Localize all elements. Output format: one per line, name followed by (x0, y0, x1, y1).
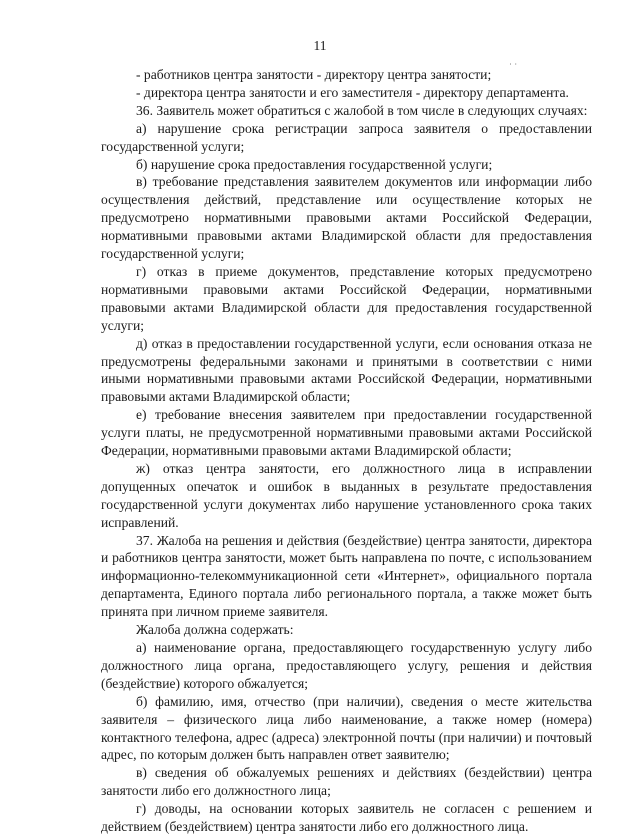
paragraph-36-zh: ж) отказ центра занятости, его должностного лица в исправлении допущенных опечаток и ошибок в выданных в результате предоставления государственной услуги документах либо нарушение установленного срока таких исправлений. (101, 460, 592, 530)
document-body (101, 66, 592, 836)
paragraph-36-intro: 36. Заявитель может обратиться с жалобой в том числе в следующих случаях: (136, 102, 588, 118)
scan-speck: ˙ ˙ (509, 62, 518, 72)
paragraph-workers-appeal: - работников центра занятости - директору центра занятости; (136, 67, 492, 82)
paragraph-36-g: г) отказ в приеме документов, представление которых предусмотрено нормативными правовыми актами Российской Федерации, нормативными правовыми актами Владимирской области для предоставления государственной услуги; (101, 263, 592, 333)
paragraph-36-b: б) нарушение срока предоставления государственной услуги; (136, 156, 493, 172)
paragraph-36-e: е) требование внесения заявителем при предоставлении государственной услуги платы, не предусмотренной нормативными правовыми актами Российской Федерации, нормативными правовыми актами Владимирской области; (101, 407, 592, 459)
paragraph-37: 37. Жалоба на решения и действия (бездействие) центра занятости, директора и работников центра занятости, может быть направлена по почте, с использованием информационно-телекоммуникационной сети «Интернет», официального портала департамента, Единого портала либо регионального портала, а также может быть принята при личном приеме заявителя. (101, 532, 592, 620)
paragraph-complaint-g: г) доводы, на основании которых заявитель не согласен с решением и действием (бездействием) центра занятости либо его должностного лица. (101, 801, 592, 835)
paragraph-complaint-contents-intro: Жалоба должна содержать: (136, 622, 294, 638)
paragraph-complaint-v: в) сведения об обжалуемых решениях и действиях (бездействии) центра занятости либо его должностного лица; (101, 765, 592, 799)
page-number: 11 (313, 38, 327, 53)
paragraph-complaint-b: б) фамилию, имя, отчество (при наличии), сведения о месте жительства заявителя – физического лица либо наименование, а также номер (номера) контактного телефона, адрес (адреса) электронной почты (при наличии) и почтовый адрес, по которым должен быть направлен ответ заявителю; (101, 693, 592, 763)
paragraph-36-d: д) отказ в предоставлении государственной услуги, если основания отказа не предусмотрены федеральными законами и принятыми в соответствии с ними иными нормативными правовыми актами Российской Федерации, нормативными правовыми актами Владимирской области; (101, 335, 592, 405)
paragraph-director-appeal: - директора центра занятости и его заместителя - директору департамента. (136, 84, 569, 100)
paragraph-complaint-a: а) наименование органа, предоставляющего государственную услугу либо должностного лица органа, предоставляющего услугу, решения и действия (бездействие) которого обжалуется; (101, 640, 592, 691)
paragraph-36-a: а) нарушение срока регистрации запроса заявителя о предоставлении государственной услуги; (101, 120, 592, 154)
paragraph-36-v: в) требование представления заявителем документов или информации либо осуществления действий, представление или осуществление которых не предусмотрено нормативными правовыми актами Российской Федерации, нормативными правовыми актами Владимирской области для предоставления государственной услуги; (101, 174, 592, 262)
